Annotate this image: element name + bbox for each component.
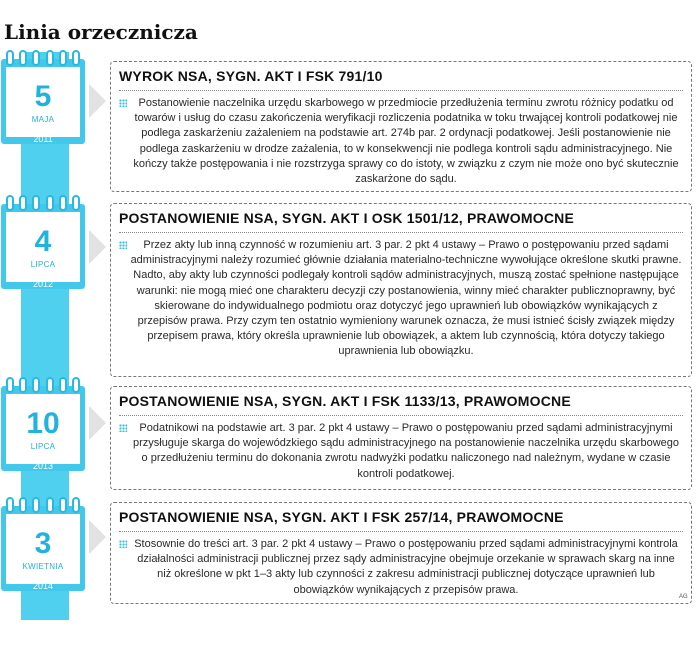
date-day: 4 <box>34 225 52 258</box>
date-month: KWIETNIA <box>22 562 64 571</box>
arrow-pointer <box>89 406 106 440</box>
calendar-icon <box>1 195 85 289</box>
calendar-icon <box>1 497 85 591</box>
calendar-icon <box>1 377 85 471</box>
grid-bullet-icon <box>119 540 127 548</box>
ruling-text: Podatnikowi na podstawie art. 3 par. 2 pkt 4 ustawy – Prawo o postępowaniu przed sądami administracyjnymi przysługuje skarga do wojewódzkiego sądu administracyjnego na postanowienie naczelnika urzędu skarbowego o przedłużeniu terminu do dokonania zwrotu nadwyżki podatku naliczonego nad należnym, wydane w czasie kontroli podatkowej. <box>132 422 680 480</box>
arrow-pointer <box>89 84 106 118</box>
author-credit: AG <box>679 594 688 600</box>
grid-bullet-icon <box>119 424 127 432</box>
date-year: 2014 <box>32 581 54 591</box>
ruling-card <box>110 502 692 604</box>
ruling-heading: POSTANOWIENIE NSA, SYGN. AKT I OSK 1501/12, PRAWOMOCNE <box>119 210 683 233</box>
date-month: LIPCA <box>30 260 56 269</box>
date-month: LIPCA <box>30 442 56 451</box>
grid-bullet-icon <box>119 241 127 249</box>
ruling-text: Postanowienie naczelnika urzędu skarbowego w przedmiocie przedłużenia terminu zwrotu różnicy podatku od towarów i usług do czasu zakończenia weryfikacji rozliczenia podatnika w toku trwającej kontroli podatkowej nie podlega zaskarżeniu zażaleniem na podstawie art. 274b par. 2 ordynacji podatkowej. Jeśli postanowienie nie podlega zaskarżeniu w drodze zażalenia, to w konsekwencji nie podlega kontroli sądu administracyjnego. Nie kończy także postępowania i nie rozstrzyga sprawy co do istoty, w związku z czym nie może ono być skutecznie zaskarżone do sądu. <box>133 97 679 186</box>
ruling-text: Przez akty lub inną czynność w rozumieniu art. 3 par. 2 pkt 4 ustawy – Prawo o postępowaniu przed sądami administracyjnymi należy rozumieć głównie działania materialno-techniczne wywołujące określone skutki prawne. Nadto, aby akty lub czynności podlegały kontroli sądów administracyjnych, muszą zostać spełnione następujące warunki: nie mogą mieć one charakteru decyzji czy postanowienia, winny mieć charakter publicznoprawny, być skierowane do indywidualnego podmiotu oraz dotyczyć jego uprawnień lub obowiązków wynikających z przepisów prawa. Przy czym ten ostatnio wymieniony warunek oznacza, że musi istnieć ścisły związek między przepisem prawa, który określa uprawnienie lub obowiązek, a aktem lub czynnością, która dotyczy takiego uprawnienia lub obowiązku. <box>130 239 682 358</box>
arrow-pointer <box>89 230 106 264</box>
ruling-card <box>110 386 692 490</box>
date-year: 2011 <box>33 134 53 144</box>
date-year: 2012 <box>32 279 54 289</box>
calendar-icon <box>1 50 85 144</box>
date-year: 2013 <box>32 461 54 471</box>
date-month: MAJA <box>31 115 55 124</box>
ruling-text: Stosownie do treści art. 3 par. 2 pkt 4 ustawy – Prawo o postępowaniu przed sądami administracyjnymi kontrola działalności administracji publicznej przez sądy administracyjne obejmuje orzekanie w sprawach skarg na inne niż określone w pkt 1–3 akty lub czynności z zakresu administracji publicznej dotyczące uprawnień lub obowiązków wynikających z przepisów prawa. <box>134 538 678 596</box>
ruling-card <box>110 203 692 377</box>
date-day: 3 <box>34 527 52 560</box>
date-day: 10 <box>26 407 60 440</box>
ruling-heading: WYROK NSA, SYGN. AKT I FSK 791/10 <box>119 68 683 91</box>
arrow-pointer <box>89 520 106 554</box>
ruling-heading: POSTANOWIENIE NSA, SYGN. AKT I FSK 257/14, PRAWOMOCNE <box>119 509 683 532</box>
ruling-heading: POSTANOWIENIE NSA, SYGN. AKT I FSK 1133/13, PRAWOMOCNE <box>119 393 683 416</box>
page-title: Linia orzecznicza <box>4 20 198 44</box>
ruling-card <box>110 61 692 192</box>
date-day: 5 <box>34 80 52 113</box>
grid-bullet-icon <box>119 99 127 107</box>
